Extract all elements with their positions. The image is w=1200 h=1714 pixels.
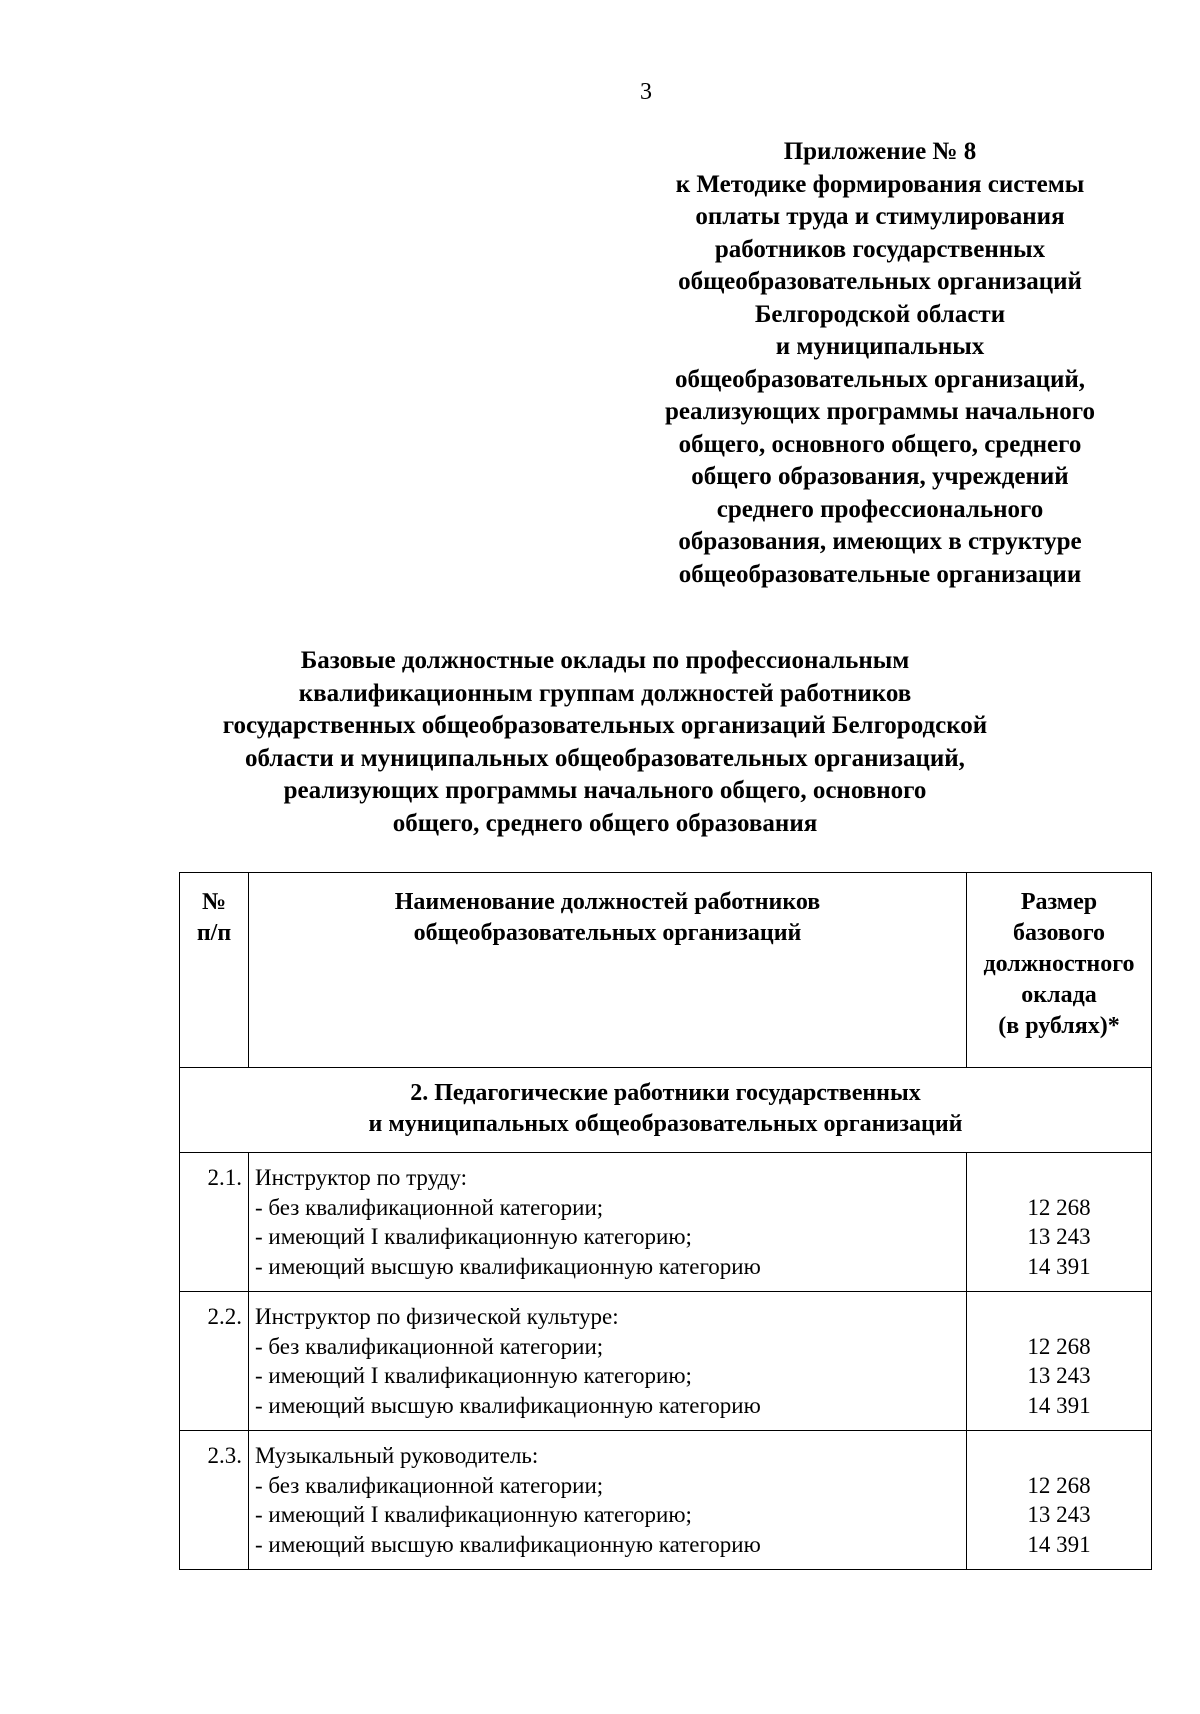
appendix-line: общеобразовательных организаций,	[674, 365, 1086, 393]
row-number: 2.2.	[180, 1292, 249, 1431]
appendix-line: к Методике формирования системы	[675, 170, 1085, 198]
salary-table	[179, 872, 1152, 1570]
category-item: - имеющий I квалификационную категорию;	[255, 1363, 692, 1388]
position-title: Инструктор по труду:	[255, 1165, 467, 1190]
appendix-line: общеобразовательные организации	[678, 560, 1082, 588]
appendix-line: и муниципальных	[775, 333, 985, 360]
appendix-line: работников государственных	[714, 235, 1046, 263]
row-number: 2.3.	[180, 1431, 249, 1570]
table-row	[180, 1153, 1152, 1292]
amount-cell	[967, 1153, 1152, 1292]
category-item: - имеющий I квалификационную категорию;	[255, 1502, 692, 1527]
appendix-line: реализующих программы начального	[664, 398, 1096, 425]
title-line: области и муниципальных общеобразовательных организаций,	[245, 744, 965, 772]
appendix-line: Приложение № 8	[783, 138, 977, 165]
position-title: Инструктор по физической культуре:	[255, 1304, 619, 1329]
position-cell	[249, 1153, 967, 1292]
header-amount-line: должностного	[983, 951, 1135, 977]
table-row	[180, 1292, 1152, 1431]
section-line: 2. Педагогические работники государственных	[410, 1080, 921, 1106]
salary-amount: 14 391	[1027, 1392, 1091, 1418]
category-item: - имеющий высшую квалификационную категорию	[255, 1253, 761, 1279]
table-row	[180, 1431, 1152, 1570]
category-item: - без квалификационной категории;	[255, 1472, 604, 1498]
salary-amount: 14 391	[1027, 1253, 1091, 1279]
header-amount	[967, 873, 1152, 1068]
salary-amount: 12 268	[1027, 1472, 1091, 1498]
category-item: - без квалификационной категории;	[255, 1333, 604, 1359]
header-num	[180, 873, 249, 1068]
page-number: 3	[640, 79, 652, 105]
section-row	[180, 1068, 1152, 1153]
category-item: - имеющий высшую квалификационную категорию	[255, 1531, 761, 1557]
title-line: государственных общеобразовательных организаций Белгородской	[222, 712, 988, 739]
appendix-line: общеобразовательных организаций	[678, 268, 1082, 295]
row-number: 2.1.	[180, 1153, 249, 1292]
header-num-line: п/п	[196, 920, 232, 946]
header-amount-line: оклада	[1021, 982, 1097, 1008]
salary-amount: 14 391	[1027, 1531, 1091, 1557]
position-cell	[249, 1431, 967, 1570]
appendix-line: оплаты труда и стимулирования	[695, 203, 1065, 230]
appendix-line: образования, имеющих в структуре	[678, 528, 1082, 555]
category-item: - имеющий I квалификационную категорию;	[255, 1224, 692, 1249]
header-amount-line: (в рублях)*	[998, 1013, 1120, 1039]
salary-amount: 13 243	[1027, 1224, 1091, 1249]
salary-amount: 12 268	[1027, 1333, 1091, 1359]
title-line: Базовые должностные оклады по профессиональным	[300, 647, 910, 674]
category-item: - имеющий высшую квалификационную категорию	[255, 1392, 761, 1418]
title-line: реализующих программы начального общего, основного	[283, 777, 927, 804]
salary-amount: 12 268	[1027, 1194, 1091, 1220]
salary-amount: 13 243	[1027, 1363, 1091, 1388]
header-name-line: Наименование должностей работников	[394, 889, 821, 915]
section-heading	[180, 1068, 1152, 1153]
header-amount-line: базового	[1012, 920, 1105, 946]
appendix-line: общего образования, учреждений	[691, 463, 1069, 490]
category-item: - без квалификационной категории;	[255, 1194, 604, 1220]
salary-amount: 13 243	[1027, 1502, 1091, 1527]
table-header-row	[180, 873, 1152, 1068]
appendix-line: Белгородской области	[754, 300, 1006, 328]
position-cell	[249, 1292, 967, 1431]
title-line: общего, среднего общего образования	[392, 809, 818, 837]
section-line: и муниципальных общеобразовательных организаций	[368, 1111, 963, 1137]
amount-cell	[967, 1431, 1152, 1570]
appendix-heading	[640, 136, 1120, 591]
title-line: квалификационным группам должностей работников	[298, 679, 912, 707]
header-name	[249, 873, 967, 1068]
position-title: Музыкальный руководитель:	[255, 1443, 539, 1468]
header-amount-line: Размер	[1020, 889, 1098, 915]
amount-cell	[967, 1292, 1152, 1431]
header-num-line: №	[201, 889, 227, 915]
appendix-line: общего, основного общего, среднего	[678, 430, 1082, 458]
appendix-line: среднего профессионального	[716, 495, 1044, 523]
header-name-line: общеобразовательных организаций	[413, 920, 802, 946]
document-title	[180, 645, 1030, 840]
